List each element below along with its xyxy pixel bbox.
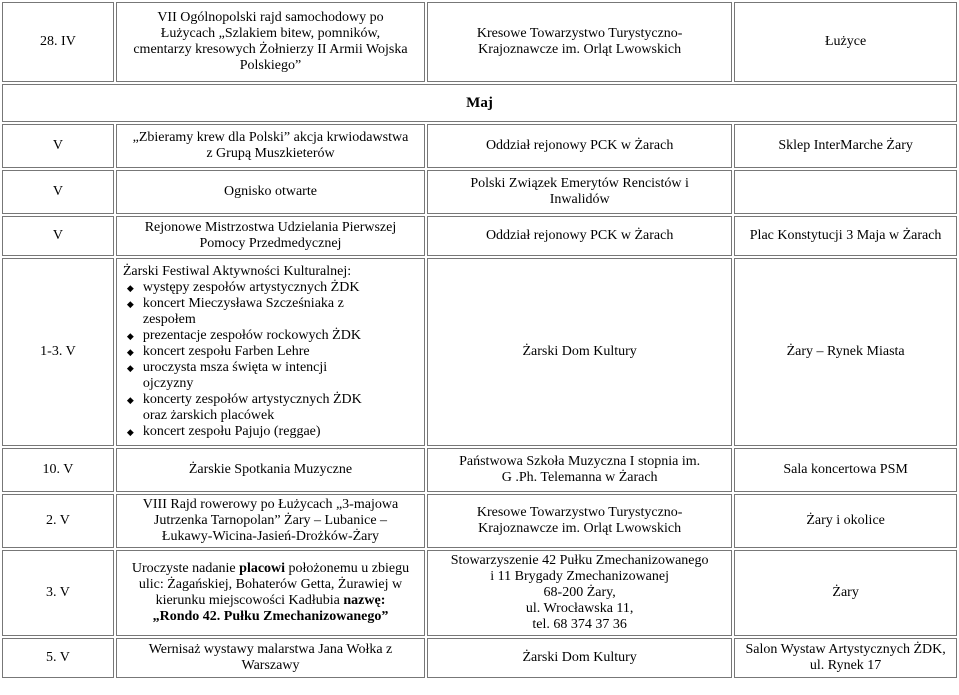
place-cell: Plac Konstytucji 3 Maja w Żarach — [734, 216, 957, 256]
event-cell: Wernisaż wystawy malarstwa Jana Wołka z Warszawy — [116, 638, 425, 678]
place-cell: Żary — [734, 550, 957, 636]
date-cell: 3. V — [2, 550, 114, 636]
table-row — [2, 550, 957, 636]
place-cell: Sklep InterMarche Żary — [734, 124, 957, 168]
place-cell: Łużyce — [734, 2, 957, 82]
event-cell: Ognisko otwarte — [116, 170, 425, 214]
organizer-cell: Kresowe Towarzystwo Turystyczno- Krajoznawcze im. Orląt Lwowskich — [427, 2, 732, 82]
date-cell: V — [2, 216, 114, 256]
table-row — [2, 2, 957, 82]
list-item: ◆ uroczysta msza święta w intencji ojczyzny — [143, 360, 421, 392]
table-row — [2, 258, 957, 446]
organizer-cell: Stowarzyszenie 42 Pułku Zmechanizowanego i 11 Brygady Zmechanizowanej 68-200 Żary, ul. Wrocławska 11, tel. 68 374 37 36 — [427, 550, 732, 636]
table-row — [2, 638, 957, 678]
event-cell: VII Ogólnopolski rajd samochodowy po Łużycach „Szlakiem bitew, pomników, cmentarzy kresowych Żołnierzy II Armii Wojska Polskiego” — [116, 2, 425, 82]
list-item: ◆ koncert Mieczysława Szcześniaka z zespołem — [143, 296, 421, 328]
month-header-row — [2, 84, 957, 122]
organizer-cell: Żarski Dom Kultury — [427, 638, 732, 678]
place-cell: Żary i okolice — [734, 494, 957, 548]
list-item: ◆ koncert zespołu Pajujo (reggae) — [143, 424, 421, 440]
event-cell: Rejonowe Mistrzostwa Udzielania Pierwszej Pomocy Przedmedycznej — [116, 216, 425, 256]
place-cell — [734, 170, 957, 214]
organizer-cell: Polski Związek Emerytów Rencistów i Inwalidów — [427, 170, 732, 214]
festival-list — [123, 280, 421, 440]
organizer-cell: Państwowa Szkoła Muzyczna I stopnia im. G .Ph. Telemanna w Żarach — [427, 448, 732, 492]
month-heading: Maj — [2, 84, 957, 122]
date-cell: 10. V — [2, 448, 114, 492]
place-cell: Sala koncertowa PSM — [734, 448, 957, 492]
event-cell — [116, 258, 425, 446]
list-item: ◆ występy zespołów artystycznych ŻDK — [143, 280, 421, 296]
table-row — [2, 124, 957, 168]
list-item: ◆ koncerty zespołów artystycznych ŻDK oraz żarskich placówek — [143, 392, 421, 424]
place-cell: Salon Wystaw Artystycznych ŻDK, ul. Rynek 17 — [734, 638, 957, 678]
organizer-cell: Kresowe Towarzystwo Turystyczno- Krajoznawcze im. Orląt Lwowskich — [427, 494, 732, 548]
event-cell: „Zbieramy krew dla Polski” akcja krwiodawstwa z Grupą Muszkieterów — [116, 124, 425, 168]
organizer-cell: Oddział rejonowy PCK w Żarach — [427, 124, 732, 168]
table-row — [2, 448, 957, 492]
place-cell: Żary – Rynek Miasta — [734, 258, 957, 446]
date-cell: 2. V — [2, 494, 114, 548]
date-cell: 28. IV — [2, 2, 114, 82]
event-cell: Uroczyste nadanie placowi położonemu u zbiegu ulic: Żagańskiej, Bohaterów Getta, Żurawiej w kierunku miejscowości Kadłubia nazwę: „Rondo 42. Pułku Zmechanizowanego” — [116, 550, 425, 636]
list-item: ◆ koncert zespołu Farben Lehre — [143, 344, 421, 360]
date-cell: 1-3. V — [2, 258, 114, 446]
organizer-cell: Żarski Dom Kultury — [427, 258, 732, 446]
date-cell: V — [2, 124, 114, 168]
table-row — [2, 216, 957, 256]
table-row — [2, 170, 957, 214]
event-cell: VIII Rajd rowerowy po Łużycach „3-majowa Jutrzenka Tarnopolan” Żary – Lubanice – Łukawy-Wicina-Jasień-Drożków-Żary — [116, 494, 425, 548]
festival-title: Żarski Festiwal Aktywności Kulturalnej: — [122, 264, 352, 279]
organizer-cell: Oddział rejonowy PCK w Żarach — [427, 216, 732, 256]
event-cell: Żarskie Spotkania Muzyczne — [116, 448, 425, 492]
date-cell: 5. V — [2, 638, 114, 678]
list-item: ◆ prezentacje zespołów rockowych ŻDK — [143, 328, 421, 344]
table-row — [2, 494, 957, 548]
date-cell: V — [2, 170, 114, 214]
